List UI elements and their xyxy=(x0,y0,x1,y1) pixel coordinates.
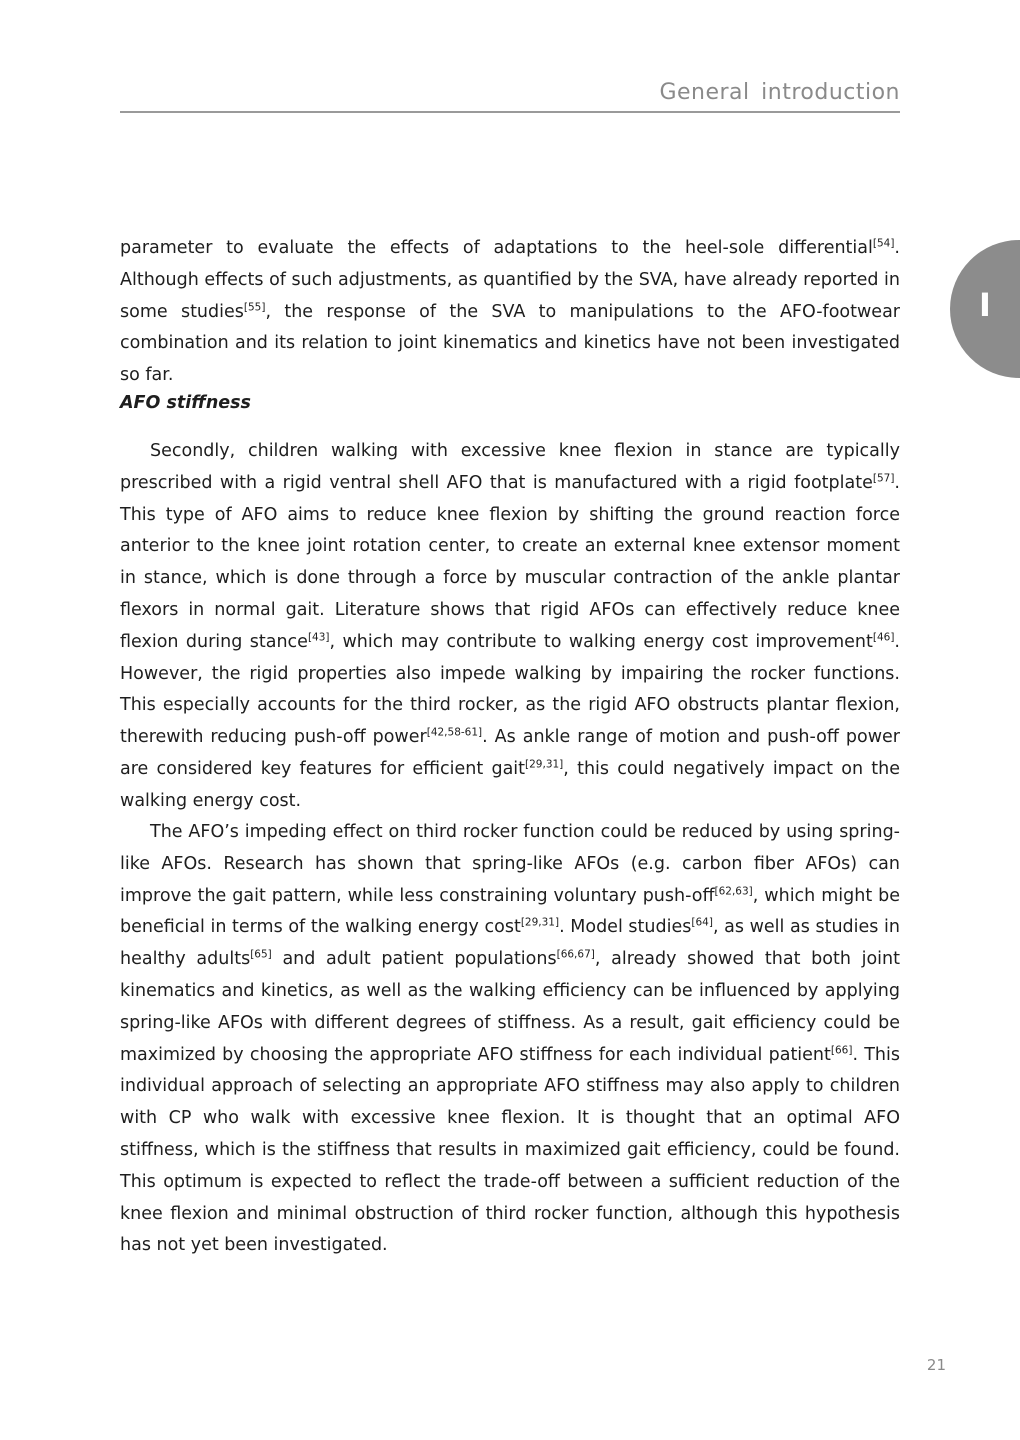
page-number: 21 xyxy=(926,1356,946,1374)
citation: [55] xyxy=(243,301,266,314)
section-heading-afo-stiffness: AFO stiffness xyxy=(120,393,251,413)
paragraph-text: , already showed that both joint kinematics and kinetics, as well as the walking efficiency can be influenced by applying spring-like AFOs with different degrees of stiffness. As a result, gait efficiency could be maximized by choosing the appropriate AFO stiffness for each individual patient xyxy=(120,949,900,1065)
running-head-title: General introduction xyxy=(659,80,900,105)
citation: [66] xyxy=(830,1044,853,1057)
paragraph-text: . However, the rigid properties also impede walking by impairing the rocker functions. This especially accounts for the third rocker, as the rigid AFO obstructs plantar flexion, therewith reducing push-off power xyxy=(120,631,900,748)
citation: [46] xyxy=(872,631,895,644)
citation: [64] xyxy=(691,916,713,929)
paragraph-text: , which might be beneficial in terms of the walking energy cost xyxy=(120,885,901,938)
chapter-tab-label: I xyxy=(979,286,991,324)
paragraph-text: Secondly, children walking with excessive knee flexion in stance are typically prescribed with a rigid ventral shell AFO that is manufactured with a rigid footplate xyxy=(120,441,900,493)
paragraph-text: . Model studies xyxy=(559,917,692,938)
intro-paragraph xyxy=(120,233,900,392)
paragraph-text: and adult patient populations xyxy=(271,949,557,970)
afo-stiffness-paragraph-2 xyxy=(120,817,900,1262)
citation: [54] xyxy=(872,237,895,250)
citation: [29,31] xyxy=(525,758,564,771)
paragraph-text: . As ankle range of motion and push-off power are considered key features for efficient gait xyxy=(120,727,900,779)
citation: [57] xyxy=(872,472,895,485)
header-rule xyxy=(120,111,900,113)
citation: [43] xyxy=(307,631,330,644)
intro-text-2: . Although effects of such adjustments, as quantified by the SVA, have already reported in some studies xyxy=(120,238,901,322)
paragraph-text: . This individual approach of selecting an appropriate AFO stiffness may also apply to children with CP who walk with excessive knee flexion. It is thought that an optimal AFO stiffness, which is the stiffness that results in maximized gait efficiency, could be found. This optimum is expected to reflect the trade-off between a sufficient reduction of the knee flexion and minimal obstruction of third rocker function, although this hypothesis has not yet been investigated. xyxy=(120,1044,900,1256)
citation: [62,63] xyxy=(714,885,753,898)
chapter-tab xyxy=(950,240,1020,378)
paragraph-text: , this could negatively impact on the walking energy cost. xyxy=(120,758,901,811)
intro-text-3: , the response of the SVA to manipulations to the AFO-footwear combination and its relation to joint kinematics and kinetics have not been investigated so far. xyxy=(120,301,900,386)
afo-stiffness-paragraph-1 xyxy=(120,436,900,818)
paragraph-text: , which may contribute to walking energy cost improvement xyxy=(329,631,873,652)
citation: [29,31] xyxy=(520,916,560,929)
paragraph-text: . This type of AFO aims to reduce knee flexion by shifting the ground reaction force anterior to the knee joint rotation center, to create an external knee extensor moment in stance, which is done through a force by muscular contraction of the ankle plantar flexors in normal gait. Literature shows that rigid AFOs can effectively reduce knee flexion during stance xyxy=(120,472,900,652)
citation: [65] xyxy=(250,948,272,961)
citation: [66,67] xyxy=(556,948,595,961)
intro-text-1: parameter to evaluate the effects of adaptations to the heel-sole differential xyxy=(120,238,873,258)
citation: [42,58-61] xyxy=(426,726,483,739)
paragraph-text: The AFO’s impeding effect on third rocker function could be reduced by using spring-like AFOs. Research has shown that spring-like AFOs (e.g. carbon fiber AFOs) can improve the gait pattern, while less constraining voluntary push-off xyxy=(120,822,900,906)
paragraph-text: , as well as studies in healthy adults xyxy=(120,917,900,970)
